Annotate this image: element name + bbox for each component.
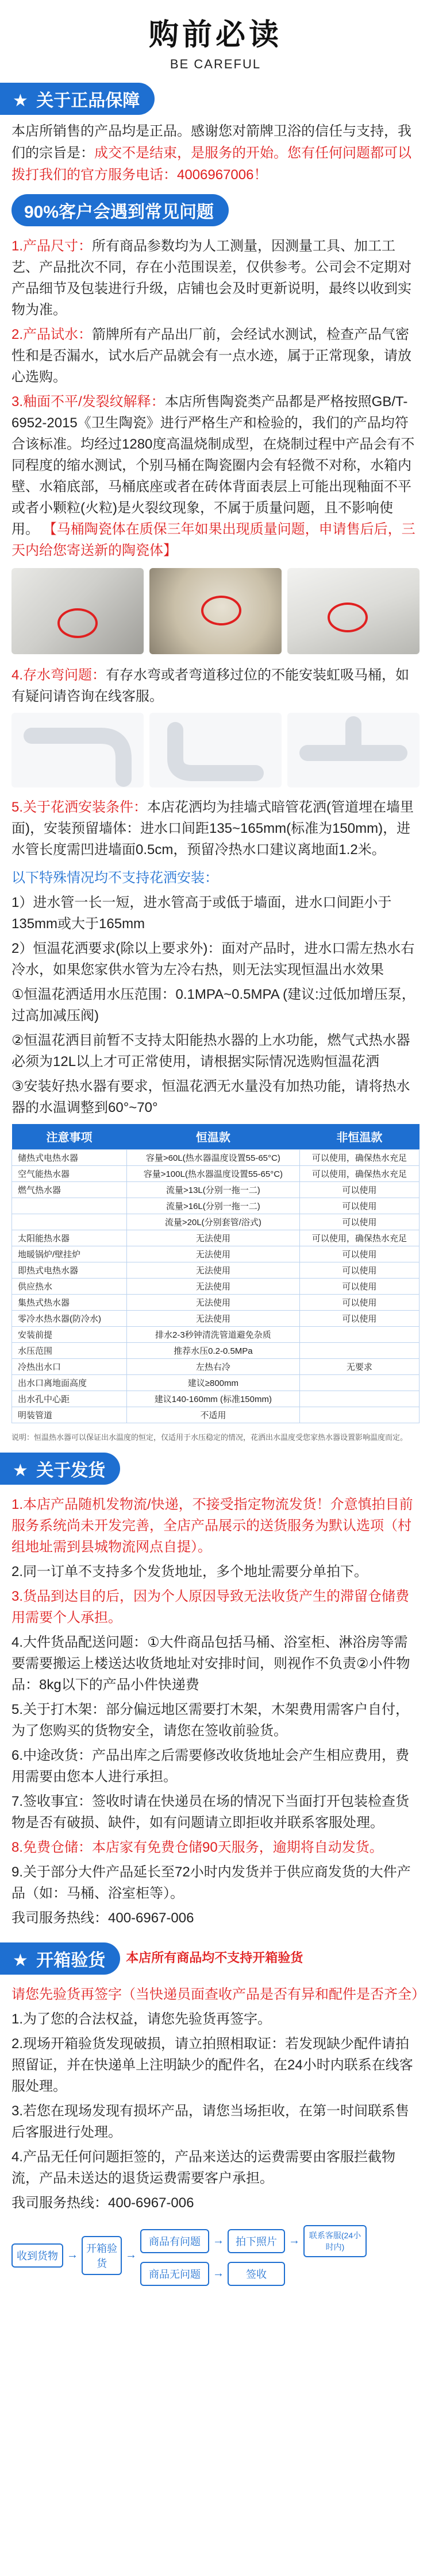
table-header-row: 注意事项 恒温款 非恒温款 bbox=[12, 1124, 420, 1149]
table-cell-nonthermo bbox=[299, 1391, 419, 1407]
shipping-item-8: 8.免费仓储：本店家有免费仓储90天服务，逾期将自动发货。 bbox=[11, 1839, 383, 1855]
flow-step-ok: 商品无问题 bbox=[140, 2262, 209, 2286]
page-title: 购前必读 bbox=[148, 18, 282, 52]
pipe-image-3 bbox=[287, 713, 420, 787]
faq-item-water: 2.产品试水：箭牌所有产品出厂前，会经试水测试，检查产品气密性和是否漏水，试水后产品就会有一点水迹，属于正常现象，请放心选购。 bbox=[11, 327, 411, 385]
table-cell-name: 储热式电热水器 bbox=[12, 1149, 127, 1165]
section-head-guarantee: ★ 关于正品保障 bbox=[0, 83, 155, 115]
table-cell-thermo: 排水2-3秒钟清洗管道避免杂质 bbox=[127, 1326, 300, 1342]
shower-rule-1: 1）进水管一长一短，进水管高于或低于墙面，进水口间距小于135mm或大于165mm bbox=[11, 895, 392, 932]
table-row bbox=[12, 1294, 420, 1310]
shipping-item-4: 4.大件货品配送问题：①大件商品包括马桶、浴室柜、淋浴房等需要需要搬运上楼送达收货地址对安排时间，则视作不负责②小件物品：8kg以下的产品小件快递费 bbox=[11, 1634, 410, 1693]
flow-branches bbox=[140, 2225, 367, 2286]
star-icon: ★ bbox=[13, 1951, 28, 1970]
inspection-item-3: 3.若您在现场发现有损坏产品，请您当场拒收，在第一时间联系售后客服进行处理。 bbox=[11, 2103, 410, 2140]
table-cell-name: 零冷水热水器(防冷水) bbox=[12, 1310, 127, 1326]
glaze-photo-2 bbox=[149, 568, 282, 654]
pipe-image-1 bbox=[11, 713, 144, 787]
trap-pipe-images bbox=[0, 707, 431, 793]
table-cell-thermo: 流量>20L(分别套管/浴式) bbox=[127, 1214, 300, 1230]
table-cell-thermo: 建议≥800mm bbox=[127, 1374, 300, 1391]
table-cell-nonthermo: 可以使用 bbox=[299, 1181, 419, 1198]
flow-branch-problem bbox=[140, 2225, 367, 2257]
faq-item-trap: 4.存水弯问题：有存水弯或者弯道移过位的不能安装虹吸马桶，如有疑问请咨询在线客服。 bbox=[11, 667, 410, 704]
shipping-item-5: 5.关于打木架：部分偏远地区需要打木架，木架费用需客户自付，为了您购买的货物安全，请您在签收前验货。 bbox=[11, 1701, 410, 1739]
inspection-phone: 我司服务热线：400-6967-006 bbox=[11, 2195, 194, 2211]
star-icon: ★ bbox=[13, 91, 28, 110]
table-cell-name: 明装管道 bbox=[12, 1407, 127, 1423]
table-row bbox=[12, 1181, 420, 1198]
table-cell-thermo: 流量>16L(分别一拖一二) bbox=[127, 1198, 300, 1214]
table-cell-name: 水压范围 bbox=[12, 1342, 127, 1358]
table-cell-name: 出水孔中心距 bbox=[12, 1391, 127, 1407]
table-cell-name bbox=[12, 1214, 127, 1230]
table-cell-nonthermo: 可以使用 bbox=[299, 1262, 419, 1278]
shipping-item-6: 6.中途改货：产品出库之后需要修改收货地址会产生相应费用，费用需要由您本人进行承担。 bbox=[11, 1747, 410, 1785]
glaze-photos bbox=[0, 561, 431, 661]
table-note: 说明：恒温热水器可以保证出水温度的恒定，仅适用于水压稳定的情况，花洒出水温度受您家热水器设置影响温度而定。 bbox=[11, 1432, 408, 1442]
table-cell-nonthermo: 可以使用 bbox=[299, 1310, 419, 1326]
table-cell-nonthermo: 可以使用 bbox=[299, 1198, 419, 1214]
table-cell-name: 安装前提 bbox=[12, 1326, 127, 1342]
page-subtitle: BE CAREFUL bbox=[170, 57, 261, 71]
pipe-straight-icon bbox=[11, 713, 144, 787]
inspection-head-row bbox=[0, 1934, 431, 1980]
table-cell-name: 燃气热水器 bbox=[12, 1181, 127, 1198]
highlight-ring bbox=[57, 608, 98, 638]
pipe-image-2 bbox=[149, 713, 282, 787]
highlight-ring bbox=[201, 596, 241, 625]
table-cell-nonthermo: 可以使用 bbox=[299, 1278, 419, 1294]
table-row bbox=[12, 1374, 420, 1391]
table-cell-thermo: 无法使用 bbox=[127, 1278, 300, 1294]
table-row bbox=[12, 1391, 420, 1407]
shipping-item-2: 2.同一订单不支持多个发货地址，多个地址需要分单拍下。 bbox=[11, 1563, 368, 1579]
flow-step-problem: 商品有问题 bbox=[140, 2229, 209, 2253]
table-cell-name: 冷热出水口 bbox=[12, 1358, 127, 1374]
inspection-head-note: 本店所有商品均不支持开箱验货 bbox=[126, 1951, 303, 1965]
table-cell-thermo: 容量>100L(热水器温度设置55-65°C) bbox=[127, 1165, 300, 1181]
table-row bbox=[12, 1165, 420, 1181]
table-cell-thermo: 无法使用 bbox=[127, 1262, 300, 1278]
pipe-tee-icon bbox=[287, 713, 420, 787]
shower-rule-2: 2）恒温花洒要求(除以上要求外)：面对产品时，进水口需左热水右冷水，如果您家供水管为左冷右热，则无法实现恒温出水效果 bbox=[11, 941, 415, 978]
table-cell-thermo: 不适用 bbox=[127, 1407, 300, 1423]
shipping-phone: 我司服务热线：400-6967-006 bbox=[11, 1910, 194, 1926]
shower-rules-head: 以下特殊情况均不支持花洒安装： bbox=[11, 870, 218, 886]
table-row bbox=[12, 1262, 420, 1278]
table-cell-nonthermo: 可以使用 bbox=[299, 1294, 419, 1310]
table-body bbox=[12, 1149, 420, 1423]
shower-rule-3: ①恒温花洒适用水压范围：0.1MPA~0.5MPA (建议:过低加增压泵，过高加减压阀) bbox=[11, 987, 415, 1024]
arrow-right-icon: → bbox=[67, 2249, 78, 2261]
table-row bbox=[12, 1230, 420, 1246]
flow-step-open: 开箱验货 bbox=[82, 2236, 122, 2275]
section-head-shipping: ★ 关于发货 bbox=[0, 1453, 120, 1485]
table-cell-name: 太阳能热水器 bbox=[12, 1230, 127, 1246]
flow-step-photo: 拍下照片 bbox=[228, 2229, 285, 2253]
shipping-item-1: 1.本店产品随机发物流/快递，不接受指定物流发货！介意慎拍目前服务系统尚未开发完善，全店产品展示的送货服务为默认选项（村组地址需到县城物流网点自提）。 bbox=[11, 1496, 413, 1555]
arrow-right-icon: → bbox=[288, 2234, 300, 2247]
table-cell-thermo: 推荐水压0.2-0.5MPa bbox=[127, 1342, 300, 1358]
table-cell-thermo: 左热右冷 bbox=[127, 1358, 300, 1374]
table-cell-nonthermo bbox=[299, 1407, 419, 1423]
table-row bbox=[12, 1198, 420, 1214]
flow-step-receive: 收到货物 bbox=[11, 2243, 63, 2268]
table-cell-thermo: 流量>13L(分别一拖一二) bbox=[127, 1181, 300, 1198]
highlight-ring bbox=[328, 603, 368, 632]
table-cell-thermo: 无法使用 bbox=[127, 1310, 300, 1326]
shower-rule-5: ③安装好热水器有要求，恒温花洒无水量没有加热功能，请将热水器的水温调整到60°~70° bbox=[11, 1079, 410, 1115]
table-cell-thermo: 容量>60L(热水器温度设置55-65°C) bbox=[127, 1149, 300, 1165]
shipping-item-3: 3.货品到达目的后，因为个人原因导致无法收货产生的滞留仓储费用需要个人承担。 bbox=[11, 1588, 410, 1625]
shipping-item-9: 9.关于部分大件产品延长至72小时内发货并于供应商发货的大件产品（如：马桶、浴室柜等）。 bbox=[11, 1864, 411, 1901]
table-cell-nonthermo bbox=[299, 1342, 419, 1358]
table-cell-nonthermo bbox=[299, 1374, 419, 1391]
section-head-faq: 90%客户会遇到常见问题 bbox=[11, 194, 229, 226]
table-cell-nonthermo bbox=[299, 1326, 419, 1342]
table-cell-name: 出水口离地面高度 bbox=[12, 1374, 127, 1391]
table-cell-thermo: 无法使用 bbox=[127, 1246, 300, 1262]
table-cell-nonthermo: 可以使用 bbox=[299, 1214, 419, 1230]
table-cell-nonthermo: 可以使用 bbox=[299, 1246, 419, 1262]
heater-compat-table bbox=[11, 1124, 420, 1423]
table-cell-name: 供应热水 bbox=[12, 1278, 127, 1294]
faq-item-glaze: 3.釉面不平/发裂纹解释：本店所售陶瓷类产品都是严格按照GB/T-6952-2015《卫生陶瓷》进行严格生产和检验的，我们的产品均符合该标准。均经过1280度高温烧制成型，在烧制过程中产品会有不同程度的缩水测试，个别马桶在陶瓷圈内会有轻微不对称，水箱内壁、水箱底部，马桶底座或者在砖体背面表层上可能出现釉面不平或者小颗粒(火粒)是火裂纹现象，不属于质量问题，且不影响使用。 【马桶陶瓷体在质保三年如果出现质量问题，申请售后后，三天内给您寄送新的陶瓷体】 bbox=[11, 394, 415, 558]
hero-header bbox=[0, 0, 431, 75]
table-cell-name: 地暖锅炉/壁挂炉 bbox=[12, 1246, 127, 1262]
star-icon: ★ bbox=[13, 1461, 28, 1480]
inspection-red-note: 请您先验货再签字（当快递员面查收产品是否有异和配件是否齐全） bbox=[11, 1986, 425, 2002]
guarantee-paragraph: 本店所销售的产品均是正品。感谢您对箭牌卫浴的信任与支持，我们的宗旨是：成交不是结束，是服务的开始。您有任何问题都可以拨打我们的官方服务电话：4006967006！ bbox=[11, 123, 411, 183]
table-row bbox=[12, 1326, 420, 1342]
table-cell-name: 集热式热水器 bbox=[12, 1294, 127, 1310]
inspection-item-2: 2.现场开箱验货发现破损，请立拍照相取证：若发现缺少配件请拍照留证，并在快递单上注明缺少的配件名，在24小时内联系在线客服处理。 bbox=[11, 2036, 413, 2094]
section-head-inspection: ★ 开箱验货 bbox=[0, 1942, 120, 1975]
pipe-bend-icon bbox=[149, 713, 282, 787]
table-cell-nonthermo: 无要求 bbox=[299, 1358, 419, 1374]
table-row bbox=[12, 1246, 420, 1262]
flow-step-sign: 签收 bbox=[228, 2262, 285, 2286]
table-row bbox=[12, 1407, 420, 1423]
arrow-right-icon: → bbox=[125, 2249, 137, 2261]
table-row bbox=[12, 1310, 420, 1326]
shipping-item-7: 7.签收事宜：签收时请在快递员在场的情况下当面打开包装检查货物是否有破损、缺件，如有问题请立即拒收并联系客服处理。 bbox=[11, 1793, 410, 1830]
table-row bbox=[12, 1214, 420, 1230]
flow-step-contact: 联系客服(24小时内) bbox=[303, 2225, 367, 2257]
arrow-right-icon: → bbox=[213, 2234, 224, 2247]
table-row bbox=[12, 1278, 420, 1294]
table-cell-nonthermo: 可以使用，确保热水充足 bbox=[299, 1165, 419, 1181]
table-cell-thermo: 建议140-160mm (标准150mm) bbox=[127, 1391, 300, 1407]
table-row bbox=[12, 1149, 420, 1165]
arrow-right-icon: → bbox=[213, 2267, 224, 2280]
table-cell-nonthermo: 可以使用，确保热水充足 bbox=[299, 1230, 419, 1246]
inspection-item-1: 1.为了您的合法权益，请您先验货再签字。 bbox=[11, 2011, 272, 2027]
shower-rule-4: ②恒温花洒目前暂不支持太阳能热水器的上水功能，燃气式热水器必须为12L以上才可正常使用，请根据实际情况选购恒温花洒 bbox=[11, 1033, 410, 1069]
table-cell-nonthermo: 可以使用，确保热水充足 bbox=[299, 1149, 419, 1165]
glaze-photo-3 bbox=[287, 568, 420, 654]
table-cell-thermo: 无法使用 bbox=[127, 1294, 300, 1310]
table-cell-name: 即热式电热水器 bbox=[12, 1262, 127, 1278]
table-row bbox=[12, 1358, 420, 1374]
flow-branch-ok bbox=[140, 2262, 367, 2286]
glaze-photo-1 bbox=[11, 568, 144, 654]
table-row bbox=[12, 1342, 420, 1358]
faq-item-size: 1.产品尺寸：所有商品参数均为人工测量，因测量工具、加工工艺、产品批次不同，存在小范围误差，仅供参考。公司会不定期对产品细节及包装进行升级，店铺也会及时更新说明，最终以收到实物为准。 bbox=[11, 238, 411, 318]
faq-item-shower: 5.关于花洒安装条件：本店花洒均为挂墙式暗管花洒(管道埋在墙里面)，安装预留墙体：进水口间距135~165mm(标准为150mm)，进水管长度需凹进墙面0.5cm，预留冷热水口建议离地面1.2米。 bbox=[11, 800, 414, 858]
table-cell-thermo: 无法使用 bbox=[127, 1230, 300, 1246]
inspection-flow bbox=[0, 2214, 431, 2286]
table-cell-name: 空气能热水器 bbox=[12, 1165, 127, 1181]
table-cell-name bbox=[12, 1198, 127, 1214]
inspection-item-4: 4.产品无任何问题拒签的，产品来送达的运费需要由客服拦截物流，产品未送达的退货运费需要客户承担。 bbox=[11, 2149, 396, 2186]
